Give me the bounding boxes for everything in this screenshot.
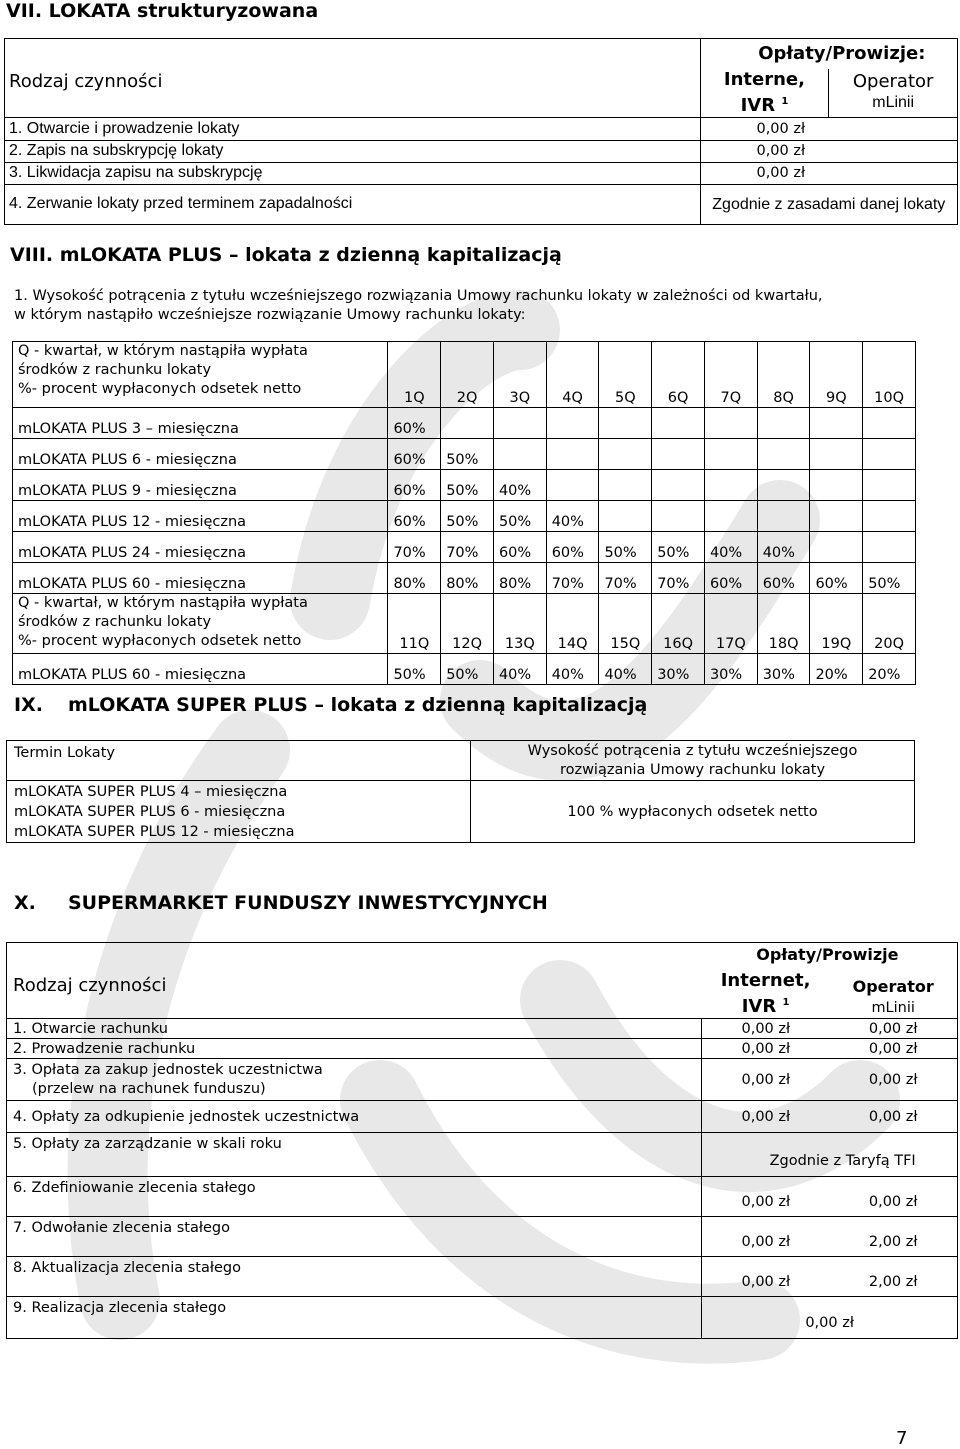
oplaty-header: Opłaty/Prowizje: [702, 943, 958, 967]
section-ix-table: [6, 740, 915, 843]
row-value: 0,00 zł: [700, 162, 957, 184]
interne-ivr-header: Interne, IVR $^1$: [700, 69, 829, 118]
table-row: 5. Opłaty za zarządzanie w skali roku Zgodnie z Taryfą TFI: [7, 1133, 958, 1177]
table-row: 2. Zapis na subskrypcję lokaty: [5, 140, 701, 162]
rodzaj-header: Rodzaj czynności: [7, 943, 702, 1019]
table-row: mLOKATA PLUS 6 - miesięczna 60% 50%: [13, 439, 916, 470]
table-row: 3. Opłata za zakup jednostek uczestnictwa (przelew na rachunek funduszu) 0,00 zł 0,00 zł: [7, 1059, 958, 1101]
row-value: 0,00 zł: [700, 117, 957, 140]
quarter-header: 7Q: [704, 342, 757, 408]
quarter-header: 4Q: [546, 342, 599, 408]
table-row: 6. Zdefiniowanie zlecenia stałego 0,00 zł 0,00 zł: [7, 1177, 958, 1217]
potracenie-value: 100 % wypłaconych odsetek netto: [471, 781, 915, 843]
section-x-table: [6, 942, 958, 1339]
quarter-legend: Q - kwartał, w którym nastąpiła wypłata środków z rachunku lokaty %- procent wypłaconych odsetek netto: [13, 342, 388, 408]
list-item: mLOKATA SUPER PLUS 6 - miesięczna: [14, 803, 286, 820]
quarter-header: 5Q: [599, 342, 652, 408]
table-row: 9. Realizacja zlecenia stałego 0,00 zł: [7, 1297, 958, 1339]
quarter-header: 1Q: [388, 342, 441, 408]
table-row: mLOKATA PLUS 9 - miesięczna 60% 50% 40%: [13, 470, 916, 501]
section-ix-number: IX.: [14, 694, 43, 716]
table-row: 4. Zerwanie lokaty przed terminem zapadalności: [5, 184, 701, 224]
operator-header: Operator mLinii: [829, 69, 958, 118]
table-row: mLOKATA PLUS 60 - miesięczna 80% 80% 80% 70% 70% 70% 60% 60% 60% 50%: [13, 563, 916, 594]
section-x-title: SUPERMARKET FUNDUSZY INWESTYCYJNYCH: [68, 892, 548, 914]
list-item: mLOKATA SUPER PLUS 4 – miesięczna: [14, 783, 288, 800]
quarter-legend: Q - kwartał, w którym nastąpiła wypłata środków z rachunku lokaty %- procent wypłaconych odsetek netto: [13, 594, 388, 654]
list-item: mLOKATA SUPER PLUS 12 - miesięczna: [14, 823, 295, 840]
operator-header: Operator mLinii: [852, 977, 934, 1016]
table-row: 8. Aktualizacja zlecenia stałego 0,00 zł 2,00 zł: [7, 1257, 958, 1297]
table-row: 4. Opłaty za odkupienie jednostek uczestnictwa 0,00 zł 0,00 zł: [7, 1101, 958, 1133]
section-viii-paragraph-2: w którym nastąpiło wcześniejsze rozwiązanie Umowy rachunku lokaty:: [14, 307, 526, 323]
quarter-header: 18Q: [757, 594, 810, 654]
table-row: 1. Otwarcie i prowadzenie lokaty: [5, 117, 701, 140]
quarter-header: 16Q: [652, 594, 705, 654]
quarter-header: 15Q: [599, 594, 652, 654]
section-viii-title: VIII. mLOKATA PLUS – lokata z dzienną kapitalizacją: [10, 244, 562, 266]
quarter-header: 17Q: [704, 594, 757, 654]
section-viii-table: [12, 341, 916, 685]
quarter-header: 8Q: [757, 342, 810, 408]
page-number: 7: [896, 1428, 908, 1449]
table-row: 1. Otwarcie rachunku 0,00 zł 0,00 zł: [7, 1019, 958, 1039]
section-vii-title: VII. LOKATA strukturyzowana: [6, 0, 319, 22]
row-value: 0,00 zł: [700, 140, 957, 162]
quarter-header: 6Q: [652, 342, 705, 408]
table-row: mLOKATA PLUS 3 – miesięczna 60%: [13, 408, 916, 439]
quarter-header: 9Q: [810, 342, 863, 408]
section-viii-paragraph-1: 1. Wysokość potrącenia z tytułu wcześniejszego rozwiązania Umowy rachunku lokaty w zależności od kwartału,: [14, 288, 823, 304]
quarter-header: 19Q: [810, 594, 863, 654]
section-x-number: X.: [14, 892, 36, 914]
quarter-header: 2Q: [441, 342, 494, 408]
table-row: mLOKATA PLUS 24 - miesięczna 70% 70% 60% 60% 50% 50% 40% 40%: [13, 532, 916, 563]
section-vii-table: [4, 38, 958, 225]
quarter-header: 3Q: [493, 342, 546, 408]
quarter-header: 13Q: [493, 594, 546, 654]
quarter-header: 12Q: [441, 594, 494, 654]
quarter-header: 10Q: [863, 342, 916, 408]
table-row: mLOKATA PLUS 12 - miesięczna 60% 50% 50% 40%: [13, 501, 916, 532]
table-row: mLOKATA PLUS 60 - miesięczna 50% 50% 40% 40% 40% 30% 30% 30% 20% 20%: [13, 654, 916, 685]
quarter-header: 20Q: [863, 594, 916, 654]
wysokosc-header: Wysokość potrącenia z tytułu wcześniejszego rozwiązania Umowy rachunku lokaty: [471, 741, 915, 781]
oplaty-header: Opłaty/Prowizje:: [700, 39, 957, 69]
row-value: Zgodnie z zasadami danej lokaty: [700, 184, 957, 224]
section-ix-title: mLOKATA SUPER PLUS – lokata z dzienną kapitalizacją: [68, 694, 648, 716]
termin-list: [7, 781, 471, 843]
termin-header: Termin Lokaty: [7, 741, 471, 781]
internet-ivr-header: Internet, IVR $^1$: [720, 970, 811, 1017]
quarter-header: 14Q: [546, 594, 599, 654]
quarter-header: 11Q: [388, 594, 441, 654]
table-row: 3. Likwidacja zapisu na subskrypcję: [5, 162, 701, 184]
table-row: 2. Prowadzenie rachunku 0,00 zł 0,00 zł: [7, 1039, 958, 1059]
rodzaj-header: Rodzaj czynności: [5, 39, 701, 118]
table-row: 7. Odwołanie zlecenia stałego 0,00 zł 2,00 zł: [7, 1217, 958, 1257]
